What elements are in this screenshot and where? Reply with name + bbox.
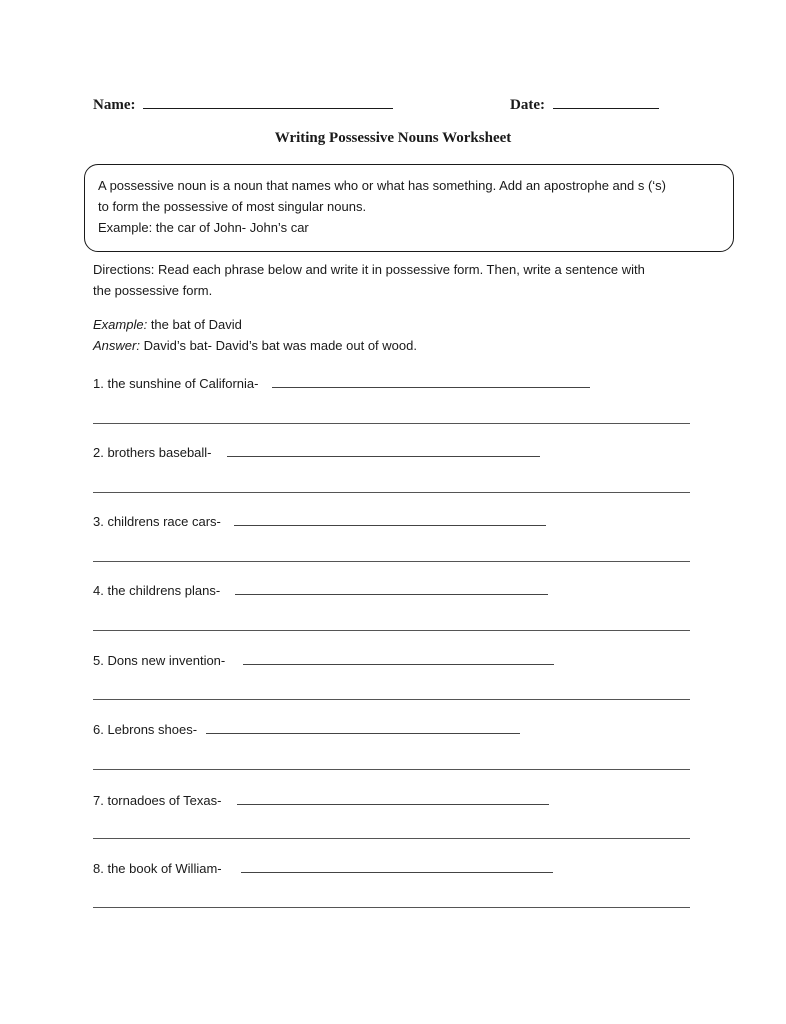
sentence-answer-line[interactable] [93,838,690,839]
answer-text: David’s bat- David’s bat was made out of wood. [139,338,417,353]
name-field-row [93,94,393,114]
directions [93,259,645,301]
name-input-line[interactable] [143,94,393,109]
possessive-answer-line[interactable] [243,664,554,665]
directions-line-1: Directions: Read each phrase below and write it in possessive form. Then, write a sentence with [93,262,645,277]
sentence-answer-line[interactable] [93,423,690,424]
possessive-answer-line[interactable] [272,387,590,388]
possessive-answer-line[interactable] [237,804,549,805]
question-prompt: 8. the book of William- [93,861,222,876]
sentence-answer-line[interactable] [93,699,690,700]
question-item [93,790,221,811]
question-item [93,650,225,671]
definition-box [84,164,734,252]
worksheet-title: Writing Possessive Nouns Worksheet [274,130,512,146]
definition-example: Example: the car of John- John’s car [98,220,309,235]
definition-line-1: A possessive noun is a noun that names who or what has something. Add an apostrophe and s (‘s) [98,178,667,193]
possessive-answer-line[interactable] [241,872,553,873]
date-field-row [510,94,659,114]
question-prompt: 7. tornadoes of Texas- [93,793,222,808]
sentence-answer-line[interactable] [93,492,690,493]
question-prompt: 2. brothers baseball- [93,445,212,460]
possessive-answer-line[interactable] [235,594,548,595]
directions-line-2: the possessive form. [93,283,213,298]
question-prompt: 3. childrens race cars- [93,514,221,529]
question-prompt: 6. Lebrons shoes- [93,722,198,737]
sentence-answer-line[interactable] [93,630,690,631]
example-text: the bat of David [147,317,242,332]
sentence-answer-line[interactable] [93,561,690,562]
question-item [93,511,221,532]
example-block [93,314,417,356]
question-item [93,442,212,463]
question-item [93,858,222,879]
possessive-answer-line[interactable] [234,525,546,526]
question-item [93,719,197,740]
name-label: Name: [93,97,136,113]
example-line [93,314,417,335]
date-label: Date: [510,97,545,113]
example-label: Example: [93,317,148,332]
sentence-answer-line[interactable] [93,769,690,770]
question-prompt: 4. the childrens plans- [93,583,221,598]
answer-label: Answer: [93,338,140,353]
question-prompt: 1. the sunshine of California- [93,376,259,391]
definition-line-2: to form the possessive of most singular nouns. [98,199,367,214]
question-prompt: 5. Dons new invention- [93,653,226,668]
date-input-line[interactable] [553,94,659,109]
answer-line [93,335,417,356]
question-item [93,580,220,601]
possessive-answer-line[interactable] [206,733,520,734]
possessive-answer-line[interactable] [227,456,540,457]
sentence-answer-line[interactable] [93,907,690,908]
question-item [93,373,258,394]
